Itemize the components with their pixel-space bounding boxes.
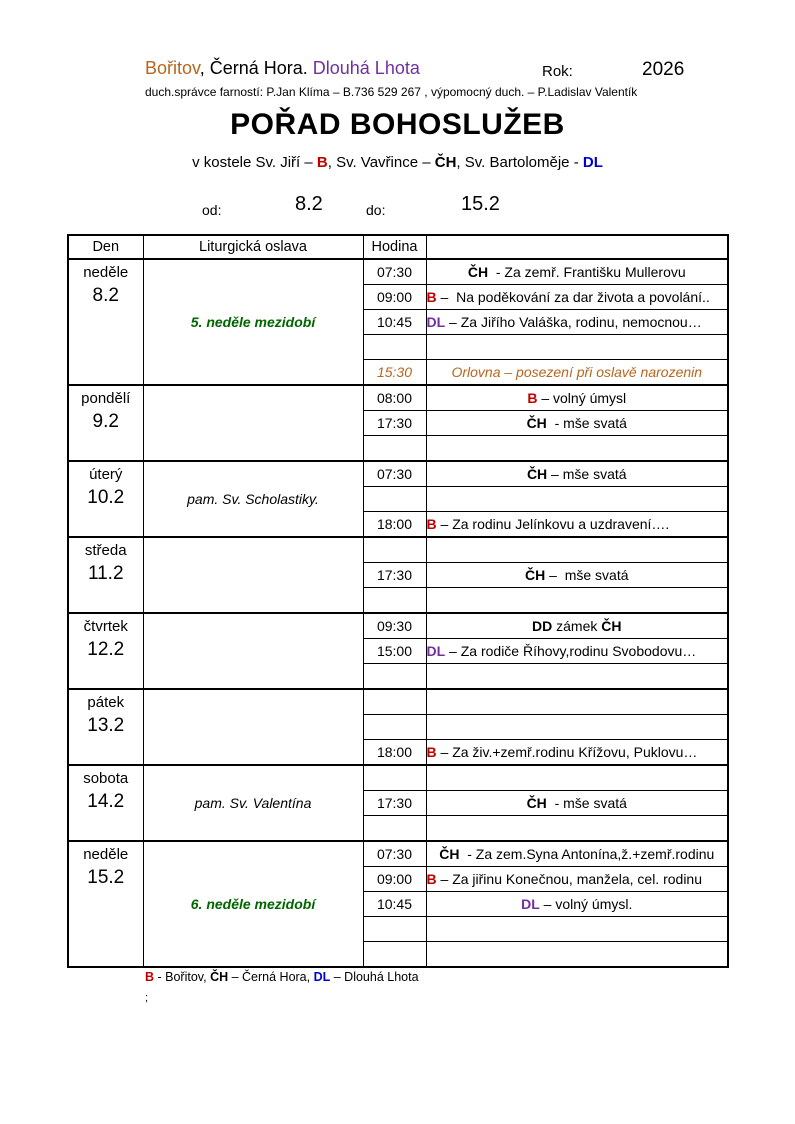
day-cell: [68, 461, 143, 537]
table-row: [68, 385, 728, 411]
church-tag: ČH: [526, 795, 547, 811]
intention-text: – Za Jiřího Valáška, rodinu, nemocnou…: [445, 314, 702, 330]
parishes-heading: [145, 58, 420, 79]
intention-cell: [426, 310, 728, 335]
intention-cell: [426, 385, 728, 411]
schedule-table: [67, 234, 729, 968]
table-row: [68, 765, 728, 791]
legend-dl-tag: DL: [313, 970, 331, 984]
day-date: 14.2: [87, 791, 125, 812]
col-header-liturgy: Liturgická oslava: [143, 235, 363, 259]
parish-boritov: Bořitov: [145, 58, 200, 78]
intention-cell: [426, 639, 728, 664]
time-cell: 08:00: [363, 385, 426, 411]
page-title: POŘAD BOHOSLUŽEB: [230, 108, 565, 141]
liturgy-cell: pam. Sv. Valentína: [143, 765, 363, 841]
legend-dl-text: – Dlouhá Lhota: [330, 970, 419, 984]
day-name: středa: [84, 542, 127, 559]
church-tag: B: [426, 289, 437, 305]
legend-b-text: - Bořitov,: [154, 970, 211, 984]
churches-prefix: v kostele Sv. Jiří –: [192, 154, 317, 171]
day-name: úterý: [89, 466, 123, 483]
intention-text: – mše svatá: [545, 567, 629, 583]
time-cell: 09:00: [363, 867, 426, 892]
day-date: 8.2: [92, 285, 119, 306]
time-cell: [363, 715, 426, 740]
table-row: [68, 689, 728, 715]
day-date: 15.2: [87, 867, 125, 888]
liturgy-cell: 6. neděle mezidobí: [143, 841, 363, 967]
time-cell: 07:30: [363, 259, 426, 285]
col-header-den: Den: [68, 235, 143, 259]
time-cell: [363, 689, 426, 715]
church-tag: ČH: [467, 264, 489, 280]
intention-cell: [426, 537, 728, 563]
day-cell: [68, 537, 143, 613]
church-tag: B: [426, 744, 437, 760]
intention-text: – Za jiřinu Konečnou, manžela, cel. rodinu: [436, 871, 702, 887]
col-header-intention: [426, 235, 728, 259]
intention-cell: [426, 285, 728, 310]
day-name: pátek: [87, 694, 125, 711]
intention-cell: [426, 765, 728, 791]
time-cell: 07:30: [363, 841, 426, 867]
legend: [145, 970, 419, 984]
day-cell: [68, 841, 143, 967]
church-tag: B: [426, 871, 437, 887]
church-tag: DL: [426, 314, 446, 330]
intention-text: - mše svatá: [546, 795, 627, 811]
church-tag-secondary: ČH: [601, 618, 622, 634]
schedule-body: [68, 259, 728, 967]
church-tag: DL: [521, 896, 540, 912]
time-cell: 15:30: [363, 360, 426, 386]
time-cell: [363, 436, 426, 462]
day-cell: [68, 765, 143, 841]
time-cell: [363, 664, 426, 690]
col-header-hodina: Hodina: [363, 235, 426, 259]
intention-cell: [426, 689, 728, 715]
liturgy-cell: [143, 613, 363, 689]
intention-cell: [426, 917, 728, 942]
churches-mid-1: , Sv. Vavřince –: [327, 154, 435, 171]
from-label: od:: [202, 202, 222, 218]
day-date: 9.2: [92, 411, 119, 432]
churches-ch-tag: ČH: [434, 154, 457, 171]
intention-cell: [426, 487, 728, 512]
legend-ch-tag: ČH: [210, 970, 229, 984]
day-cell: [68, 613, 143, 689]
intention-text: – Za rodiče Říhovy,rodinu Svobodovu…: [445, 643, 697, 659]
day-date: 11.2: [87, 563, 124, 584]
day-date: 13.2: [87, 715, 125, 736]
intention-cell: [426, 335, 728, 360]
intention-cell: [426, 664, 728, 690]
intention-text: - mše svatá: [546, 415, 627, 431]
time-cell: 09:30: [363, 613, 426, 639]
time-cell: [363, 588, 426, 614]
time-cell: 17:30: [363, 411, 426, 436]
churches-dl-tag: DL: [582, 154, 603, 171]
table-row: [68, 259, 728, 285]
intention-text: zámek: [552, 618, 602, 634]
intention-text: – Na poděkování za dar života a povolání..: [436, 289, 710, 305]
time-cell: [363, 942, 426, 968]
time-cell: 18:00: [363, 740, 426, 766]
from-date: 8.2: [295, 193, 323, 215]
day-name: čtvrtek: [83, 618, 128, 635]
church-tag: DL: [426, 643, 446, 659]
day-name: sobota: [83, 770, 129, 787]
time-cell: 17:30: [363, 791, 426, 816]
time-cell: [363, 537, 426, 563]
liturgy-cell: 5. neděle mezidobí: [143, 259, 363, 385]
time-cell: 15:00: [363, 639, 426, 664]
year-value: 2026: [642, 59, 685, 80]
church-tag: DD: [532, 618, 553, 634]
intention-text: – volný úmysl.: [539, 896, 633, 912]
intention-cell: [426, 563, 728, 588]
intention-text: – Za rodinu Jelínkovu a uzdravení….: [436, 516, 670, 532]
intention-cell: [426, 259, 728, 285]
intention-cell: [426, 360, 728, 386]
intention-text: – mše svatá: [547, 466, 627, 482]
time-cell: 07:30: [363, 461, 426, 487]
intention-cell: [426, 892, 728, 917]
church-tag: ČH: [525, 567, 546, 583]
time-cell: [363, 816, 426, 842]
time-cell: 09:00: [363, 285, 426, 310]
liturgy-cell: [143, 689, 363, 765]
church-tag: ČH: [526, 415, 547, 431]
churches-line: [0, 154, 795, 171]
time-cell: [363, 917, 426, 942]
intention-cell: [426, 740, 728, 766]
time-cell: 17:30: [363, 563, 426, 588]
table-header-row: [68, 235, 728, 259]
liturgy-cell: [143, 537, 363, 613]
intention-text: Orlovna – posezení při oslavě narozenin: [451, 364, 703, 380]
intention-cell: [426, 613, 728, 639]
time-cell: [363, 335, 426, 360]
churches-b-tag: B: [316, 154, 328, 171]
day-cell: [68, 259, 143, 385]
intention-cell: [426, 715, 728, 740]
to-date: 15.2: [461, 193, 500, 215]
legend-ch-text: – Černá Hora,: [228, 970, 314, 984]
liturgy-cell: pam. Sv. Scholastiky.: [143, 461, 363, 537]
intention-cell: [426, 867, 728, 892]
clergy-line: duch.správce farností: P.Jan Klíma – B.736 529 267 , výpomocný duch. – P.Ladislav Valentík: [145, 85, 638, 99]
liturgy-cell: [143, 385, 363, 461]
intention-cell: [426, 942, 728, 968]
time-cell: [363, 765, 426, 791]
table-row: [68, 461, 728, 487]
day-name: neděle: [83, 264, 129, 281]
table-row: [68, 841, 728, 867]
time-cell: 10:45: [363, 892, 426, 917]
table-row: [68, 537, 728, 563]
day-name: pondělí: [81, 390, 131, 407]
church-tag: B: [426, 516, 437, 532]
legend-semicolon: ;: [145, 992, 149, 1004]
day-date: 10.2: [87, 487, 125, 508]
legend-b-tag: B: [145, 970, 155, 984]
intention-text: - Za zemř. Františku Mullerovu: [488, 264, 686, 280]
intention-text: – Za živ.+zemř.rodinu Křížovu, Puklovu…: [436, 744, 698, 760]
table-row: [68, 613, 728, 639]
intention-cell: [426, 841, 728, 867]
intention-text: - Za zem.Syna Antonína,ž.+zemř.rodinu: [459, 846, 715, 862]
day-cell: [68, 385, 143, 461]
parish-cerna-hora: Černá Hora.: [209, 58, 308, 78]
intention-cell: [426, 512, 728, 538]
intention-cell: [426, 411, 728, 436]
to-label: do:: [366, 202, 386, 218]
time-cell: [363, 487, 426, 512]
intention-cell: [426, 588, 728, 614]
intention-cell: [426, 436, 728, 462]
intention-text: – volný úmysl: [537, 390, 627, 406]
day-cell: [68, 689, 143, 765]
church-tag: B: [527, 390, 538, 406]
intention-cell: [426, 461, 728, 487]
church-tag: ČH: [439, 846, 460, 862]
parish-separator-1: ,: [199, 58, 210, 78]
time-cell: 18:00: [363, 512, 426, 538]
day-date: 12.2: [87, 639, 125, 660]
time-cell: 10:45: [363, 310, 426, 335]
day-name: neděle: [83, 846, 129, 863]
churches-mid-2: , Sv. Bartoloměje -: [456, 154, 583, 171]
intention-cell: [426, 816, 728, 842]
parish-dlouha-lhota: Dlouhá Lhota: [312, 58, 420, 78]
intention-cell: [426, 791, 728, 816]
church-tag: ČH: [526, 466, 548, 482]
year-label: Rok:: [542, 63, 573, 80]
